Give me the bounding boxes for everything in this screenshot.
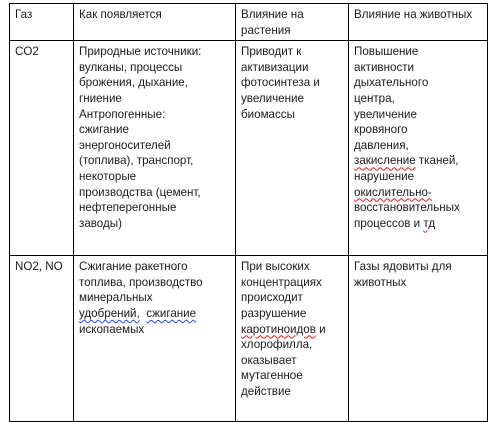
header-origin: Как появляется (74, 4, 236, 41)
header-plants: Влияние на растения (236, 4, 349, 41)
cell-gas: NO2, NO (10, 256, 74, 422)
spell-flag-word: тд (423, 216, 436, 230)
cell-origin: Сжигание ракетного топлива, производство минеральных удобрений, сжигание ископаемых (74, 256, 236, 422)
grammar-flag-word: удобрений, (79, 306, 140, 320)
header-gas: Газ (10, 4, 74, 41)
gas-effects-table (9, 3, 488, 422)
spell-flag-word: закисление (354, 154, 416, 168)
cell-animals: Повышение активности дыхательного центра, увеличение кровяного давления, закисление тканей, нарушение окислительно- восстановительных процессов и тд (349, 41, 488, 256)
spell-flag-word: окислительно- (354, 185, 432, 199)
table-header-row (10, 4, 488, 41)
table-row (10, 41, 488, 256)
grammar-flag-word: сжигание (146, 306, 197, 320)
header-animals: Влияние на животных (349, 4, 488, 41)
cell-animals: Газы ядовиты для животных (349, 256, 488, 422)
cell-gas: CO2 (10, 41, 74, 256)
cell-plants: Приводит к активизации фотосинтеза и увеличение биомассы (236, 41, 349, 256)
cell-origin: Природные источники: вулканы, процессы брожения, дыхание, гниение Антропогенные: сжигание энергоносителей (топлива), транспорт, некоторые производства (цемент, нефтеперегонные заводы) (74, 41, 236, 256)
spell-flag-word: каротиноидов (241, 322, 316, 336)
table-row (10, 256, 488, 422)
cell-plants: При высоких концентрациях происходит разрушение каротиноидов и хлорофилла, оказывает мутагенное действие (236, 256, 349, 422)
